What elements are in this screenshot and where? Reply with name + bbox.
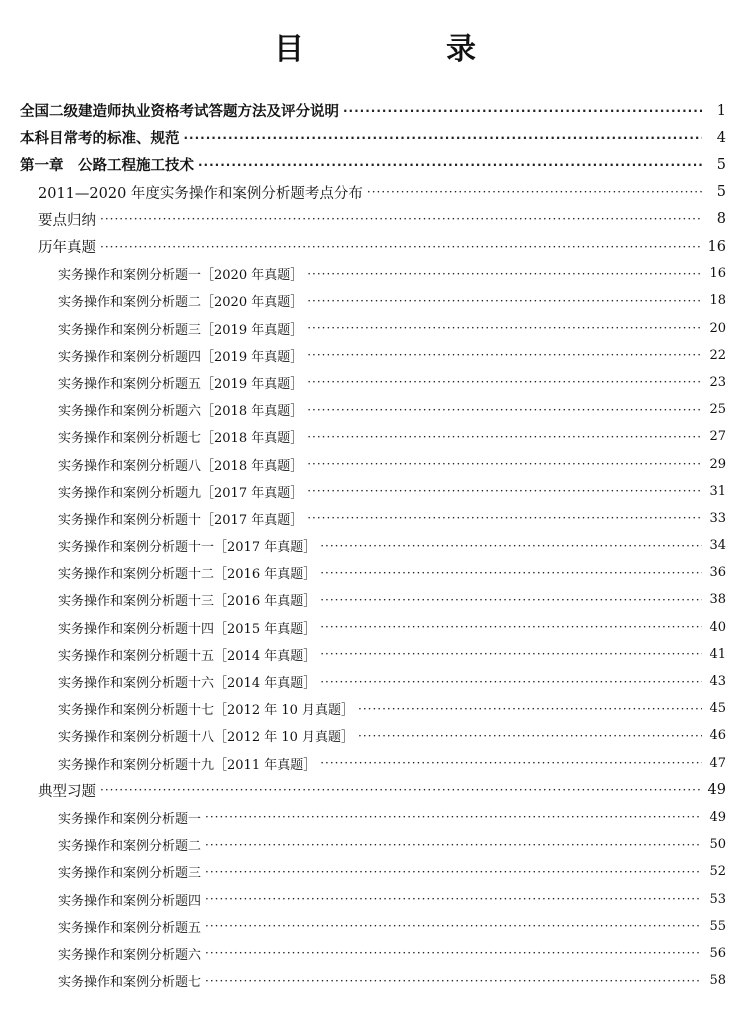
- toc-entry[interactable]: [0, 559, 750, 586]
- toc-entry[interactable]: [0, 586, 750, 613]
- toc-entry-title: 实务操作和案例分析题十二［2016 年真题］: [58, 567, 317, 583]
- toc-entry-page-number: 52: [709, 864, 726, 880]
- dot-leader: [205, 946, 702, 960]
- toc-entry-title: 实务操作和案例分析题七: [58, 975, 202, 991]
- dot-leader: [205, 892, 702, 906]
- toc-entry-title: 实务操作和案例分析题十七［2012 年 10 月真题］: [58, 703, 355, 719]
- toc-entry-title: 实务操作和案例分析题八［2018 年真题］: [58, 458, 304, 474]
- toc-entry[interactable]: [0, 750, 750, 777]
- toc-entry-page-number: 53: [709, 891, 726, 907]
- toc-entry-title: 实务操作和案例分析题四［2019 年真题］: [58, 349, 304, 365]
- dot-leader: [320, 756, 702, 770]
- dot-leader: [320, 539, 702, 553]
- toc-entry[interactable]: [0, 369, 750, 396]
- toc-entry-title: 实务操作和案例分析题一［2020 年真题］: [58, 268, 304, 284]
- dot-leader: [320, 593, 702, 607]
- toc-entry-title: 实务操作和案例分析题九［2017 年真题］: [58, 485, 304, 501]
- dot-leader: [307, 484, 702, 498]
- dot-leader: [307, 321, 702, 335]
- toc-entry[interactable]: [0, 804, 750, 831]
- toc-entry[interactable]: [0, 396, 750, 423]
- dot-leader: [100, 240, 702, 254]
- toc-entry[interactable]: [0, 315, 750, 342]
- dot-leader: [320, 675, 702, 689]
- dot-leader: [205, 838, 702, 852]
- toc-entry-title: 2011—2020 年度实务操作和案例分析题考点分布: [38, 185, 363, 202]
- toc-entry-title: 实务操作和案例分析题十四［2015 年真题］: [58, 621, 317, 637]
- toc-entry-title: 实务操作和案例分析题五: [58, 920, 202, 936]
- dot-leader: [100, 783, 702, 797]
- toc-entry-page-number: 31: [709, 483, 726, 499]
- dot-leader: [320, 620, 702, 634]
- page-title: 目 录: [274, 32, 532, 67]
- toc-entry[interactable]: [0, 885, 750, 912]
- dot-leader: [367, 185, 702, 199]
- toc-entry-page-number: 25: [709, 402, 726, 418]
- toc-entry-title: 实务操作和案例分析题十［2017 年真题］: [58, 512, 304, 528]
- toc-entry[interactable]: [0, 97, 750, 124]
- dot-leader: [307, 375, 702, 389]
- toc-entry-page-number: 20: [709, 320, 726, 336]
- toc-entry-page-number: 18: [709, 293, 726, 309]
- dot-leader: [307, 511, 702, 525]
- dot-leader: [198, 158, 702, 172]
- toc-entry-title: 实务操作和案例分析题三: [58, 866, 202, 882]
- toc-entry-title: 全国二级建造师执业资格考试答题方法及评分说明: [20, 104, 339, 121]
- table-of-contents: [0, 97, 750, 994]
- toc-entry-page-number: 16: [707, 238, 726, 255]
- toc-entry[interactable]: [0, 831, 750, 858]
- dot-leader: [307, 267, 702, 281]
- toc-entry[interactable]: [0, 695, 750, 722]
- toc-entry-title: 实务操作和案例分析题六: [58, 947, 202, 963]
- toc-entry-page-number: 47: [709, 755, 726, 771]
- dot-leader: [205, 974, 702, 988]
- dot-leader: [100, 212, 702, 226]
- toc-entry[interactable]: [0, 614, 750, 641]
- toc-entry-page-number: 34: [709, 538, 726, 554]
- toc-entry[interactable]: [0, 505, 750, 532]
- dot-leader: [184, 131, 703, 145]
- toc-entry[interactable]: [0, 967, 750, 994]
- dot-leader: [307, 348, 702, 362]
- toc-entry-title: 实务操作和案例分析题一: [58, 811, 202, 827]
- toc-entry-page-number: 4: [716, 129, 726, 146]
- toc-entry-page-number: 46: [709, 728, 726, 744]
- toc-entry-page-number: 41: [709, 646, 726, 662]
- toc-entry-title: 实务操作和案例分析题四: [58, 893, 202, 909]
- toc-entry[interactable]: [0, 777, 750, 804]
- toc-entry-page-number: 16: [709, 266, 726, 282]
- toc-entry[interactable]: [0, 913, 750, 940]
- toc-entry-page-number: 45: [709, 701, 726, 717]
- dot-leader: [358, 702, 702, 716]
- toc-entry-page-number: 50: [709, 837, 726, 853]
- toc-entry-page-number: 43: [709, 674, 726, 690]
- toc-entry[interactable]: [0, 233, 750, 260]
- toc-entry-page-number: 58: [709, 973, 726, 989]
- toc-entry-page-number: 55: [709, 918, 726, 934]
- toc-entry-title: 实务操作和案例分析题二［2020 年真题］: [58, 295, 304, 311]
- toc-entry-title: 实务操作和案例分析题六［2018 年真题］: [58, 404, 304, 420]
- toc-entry-title: 实务操作和案例分析题十八［2012 年 10 月真题］: [58, 730, 355, 746]
- dot-leader: [343, 104, 702, 118]
- toc-entry[interactable]: [0, 342, 750, 369]
- toc-entry-page-number: 23: [709, 374, 726, 390]
- toc-entry-page-number: 27: [709, 429, 726, 445]
- toc-entry[interactable]: [0, 668, 750, 695]
- toc-entry-title: 实务操作和案例分析题十六［2014 年真题］: [58, 676, 317, 692]
- toc-entry-page-number: 49: [707, 782, 726, 799]
- toc-entry-page-number: 5: [716, 184, 726, 201]
- toc-entry-title: 本科目常考的标准、规范: [20, 131, 180, 148]
- toc-entry-title: 实务操作和案例分析题七［2018 年真题］: [58, 431, 304, 447]
- toc-entry-title: 要点归纳: [38, 212, 96, 229]
- dot-leader: [320, 647, 702, 661]
- toc-entry-page-number: 33: [709, 510, 726, 526]
- toc-entry-page-number: 49: [709, 809, 726, 825]
- dot-leader: [205, 865, 702, 879]
- toc-entry[interactable]: [0, 260, 750, 287]
- toc-entry[interactable]: [0, 532, 750, 559]
- dot-leader: [205, 919, 702, 933]
- toc-entry-page-number: 5: [716, 156, 726, 173]
- toc-entry-title: 实务操作和案例分析题二: [58, 839, 202, 855]
- toc-entry-title: 实务操作和案例分析题十一［2017 年真题］: [58, 540, 317, 556]
- toc-entry[interactable]: [0, 287, 750, 314]
- dot-leader: [320, 566, 702, 580]
- toc-entry[interactable]: [0, 858, 750, 885]
- toc-entry-page-number: 38: [709, 592, 726, 608]
- toc-entry[interactable]: [0, 124, 750, 151]
- toc-entry[interactable]: [0, 478, 750, 505]
- toc-entry[interactable]: [0, 206, 750, 233]
- toc-entry-title: 实务操作和案例分析题十五［2014 年真题］: [58, 648, 317, 664]
- toc-entry[interactable]: [0, 641, 750, 668]
- dot-leader: [307, 294, 702, 308]
- toc-entry-page-number: 22: [709, 347, 726, 363]
- toc-entry-page-number: 56: [709, 945, 726, 961]
- toc-entry[interactable]: [0, 179, 750, 206]
- toc-entry-page-number: 1: [716, 102, 726, 119]
- toc-entry[interactable]: [0, 151, 750, 178]
- dot-leader: [358, 729, 702, 743]
- dot-leader: [307, 457, 702, 471]
- toc-entry-page-number: 36: [709, 565, 726, 581]
- toc-entry-title: 实务操作和案例分析题十三［2016 年真题］: [58, 594, 317, 610]
- toc-entry[interactable]: [0, 450, 750, 477]
- toc-entry-page-number: 8: [716, 211, 726, 228]
- dot-leader: [307, 430, 702, 444]
- dot-leader: [307, 403, 702, 417]
- toc-entry-page-number: 40: [709, 619, 726, 635]
- toc-entry-title: 实务操作和案例分析题十九［2011 年真题］: [58, 757, 317, 773]
- toc-entry-title: 实务操作和案例分析题五［2019 年真题］: [58, 376, 304, 392]
- toc-entry-title: 历年真题: [38, 240, 96, 257]
- toc-entry-title: 第一章 公路工程施工技术: [20, 158, 194, 175]
- toc-entry-title: 实务操作和案例分析题三［2019 年真题］: [58, 322, 304, 338]
- toc-entry[interactable]: [0, 722, 750, 749]
- toc-entry-title: 典型习题: [38, 783, 96, 800]
- toc-entry-page-number: 29: [709, 456, 726, 472]
- toc-entry[interactable]: [0, 940, 750, 967]
- dot-leader: [205, 810, 702, 824]
- toc-entry[interactable]: [0, 423, 750, 450]
